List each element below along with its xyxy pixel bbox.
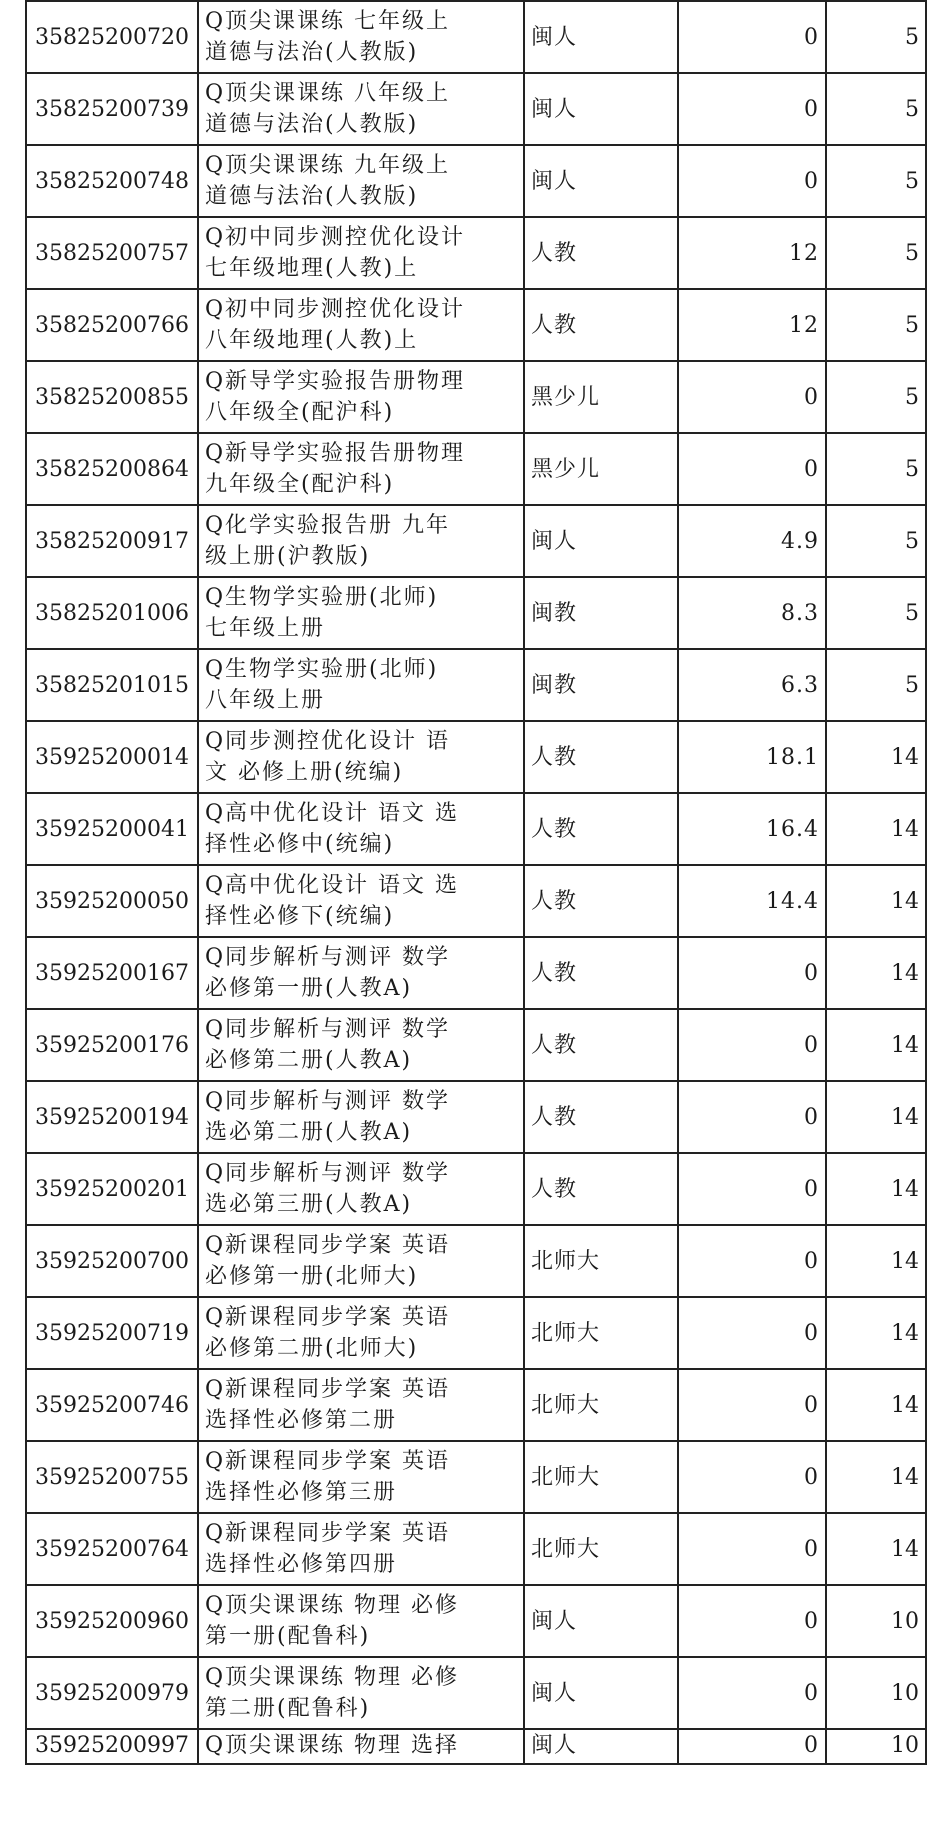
book-code-cell: 35925200050 [26, 865, 198, 937]
publisher-cell: 人教 [524, 1009, 678, 1081]
book-code-cell: 35925200167 [26, 937, 198, 1009]
price-cell: 0 [678, 1585, 826, 1657]
book-title-line: Q化学实验报告册 九年 [205, 513, 451, 538]
book-title-cell [198, 1, 524, 73]
book-title-line: Q高中优化设计 语文 选 [205, 801, 460, 826]
book-title-line: Q新导学实验报告册物理 [205, 369, 466, 394]
book-code-cell: 35825201006 [26, 577, 198, 649]
price-cell: 12 [678, 289, 826, 361]
publisher-cell: 闽人 [524, 1, 678, 73]
book-title-line: Q新课程同步学案 英语 [205, 1305, 451, 1330]
book-title-cell [198, 1729, 524, 1764]
book-title-line: 第二册(配鲁科) [205, 1696, 371, 1721]
book-code-cell: 35925200176 [26, 1009, 198, 1081]
table-body [26, 1, 926, 1764]
publisher-cell: 闽教 [524, 649, 678, 721]
book-title-line: 必修第一册(人教A) [205, 976, 413, 1001]
book-title-line: 七年级地理(人教)上 [205, 256, 419, 281]
quantity-cell: 14 [826, 1009, 926, 1081]
publisher-cell: 人教 [524, 937, 678, 1009]
book-title-cell [198, 1153, 524, 1225]
book-title-line: 道德与法治(人教版) [205, 112, 419, 137]
book-title-cell [198, 1297, 524, 1369]
price-cell: 0 [678, 1009, 826, 1081]
quantity-cell: 14 [826, 1225, 926, 1297]
table-row [26, 73, 926, 145]
book-title-cell [198, 217, 524, 289]
price-cell: 6.3 [678, 649, 826, 721]
price-cell: 0 [678, 1657, 826, 1729]
publisher-cell: 闽人 [524, 145, 678, 217]
table-row [26, 1297, 926, 1369]
book-title-line: Q生物学实验册(北师) [205, 585, 439, 610]
table-row [26, 1225, 926, 1297]
book-code-cell: 35825200757 [26, 217, 198, 289]
publisher-cell: 人教 [524, 1153, 678, 1225]
quantity-cell: 14 [826, 1297, 926, 1369]
table-row [26, 1729, 926, 1764]
book-title-line: Q新课程同步学案 英语 [205, 1521, 451, 1546]
publisher-cell: 人教 [524, 793, 678, 865]
book-code-cell: 35825200748 [26, 145, 198, 217]
book-title-line: Q同步解析与测评 数学 [205, 1017, 451, 1042]
publisher-cell: 黑少儿 [524, 361, 678, 433]
book-title-line: Q顶尖课课练 物理 必修 [205, 1665, 460, 1690]
price-cell: 0 [678, 1297, 826, 1369]
book-code-cell: 35925200746 [26, 1369, 198, 1441]
price-cell: 18.1 [678, 721, 826, 793]
book-title-line: 必修第二册(人教A) [205, 1048, 413, 1073]
book-title-cell [198, 433, 524, 505]
book-code-cell: 35925200764 [26, 1513, 198, 1585]
book-title-cell [198, 361, 524, 433]
book-title-line: 必修第二册(北师大) [205, 1336, 419, 1361]
book-title-line: 七年级上册 [205, 616, 326, 641]
book-title-line: Q初中同步测控优化设计 [205, 225, 466, 250]
table-row [26, 1009, 926, 1081]
price-cell: 0 [678, 937, 826, 1009]
book-code-cell: 35825200855 [26, 361, 198, 433]
table-row [26, 577, 926, 649]
book-title-cell [198, 1441, 524, 1513]
price-cell: 0 [678, 1513, 826, 1585]
table-row [26, 145, 926, 217]
quantity-cell: 5 [826, 73, 926, 145]
price-cell: 0 [678, 1153, 826, 1225]
publisher-cell: 人教 [524, 721, 678, 793]
book-code-cell: 35925200201 [26, 1153, 198, 1225]
book-title-line: Q同步解析与测评 数学 [205, 1161, 451, 1186]
table-row [26, 865, 926, 937]
book-title-line: 道德与法治(人教版) [205, 40, 419, 65]
book-title-line: 选择性必修第二册 [205, 1408, 398, 1433]
book-title-line: Q顶尖课课练 物理 必修 [205, 1593, 460, 1618]
table-row [26, 1657, 926, 1729]
table-row [26, 1585, 926, 1657]
quantity-cell: 14 [826, 1153, 926, 1225]
table-row [26, 289, 926, 361]
price-cell: 0 [678, 1, 826, 73]
quantity-cell: 14 [826, 721, 926, 793]
price-cell: 0 [678, 1441, 826, 1513]
book-code-cell: 35825200864 [26, 433, 198, 505]
quantity-cell: 5 [826, 1, 926, 73]
publisher-cell: 闽人 [524, 73, 678, 145]
book-title-line: 择性必修中(统编) [205, 832, 395, 857]
quantity-cell: 5 [826, 217, 926, 289]
book-code-cell: 35825200917 [26, 505, 198, 577]
book-title-cell [198, 721, 524, 793]
book-title-line: 第一册(配鲁科) [205, 1624, 371, 1649]
book-title-line: Q新课程同步学案 英语 [205, 1377, 451, 1402]
book-title-cell [198, 1369, 524, 1441]
publisher-cell: 北师大 [524, 1441, 678, 1513]
book-title-line: Q新导学实验报告册物理 [205, 441, 466, 466]
quantity-cell: 10 [826, 1729, 926, 1764]
publisher-cell: 人教 [524, 217, 678, 289]
book-code-cell: 35825200739 [26, 73, 198, 145]
publisher-cell: 人教 [524, 1081, 678, 1153]
book-code-cell: 35925200997 [26, 1729, 198, 1764]
book-title-line: 八年级全(配沪科) [205, 400, 395, 425]
publisher-cell: 黑少儿 [524, 433, 678, 505]
publisher-cell: 闽人 [524, 1729, 678, 1764]
book-code-cell: 35925200979 [26, 1657, 198, 1729]
book-title-line: Q生物学实验册(北师) [205, 657, 439, 682]
book-title-line: Q顶尖课课练 八年级上 [205, 81, 451, 106]
quantity-cell: 14 [826, 937, 926, 1009]
price-cell: 0 [678, 1729, 826, 1764]
book-code-cell: 35925200755 [26, 1441, 198, 1513]
quantity-cell: 14 [826, 1081, 926, 1153]
book-title-line: Q同步测控优化设计 语 [205, 729, 451, 754]
quantity-cell: 14 [826, 1513, 926, 1585]
book-title-line: 九年级全(配沪科) [205, 472, 395, 497]
publisher-cell: 闽人 [524, 505, 678, 577]
book-list-table [25, 0, 927, 1765]
book-title-line: Q顶尖课课练 九年级上 [205, 153, 451, 178]
quantity-cell: 5 [826, 361, 926, 433]
book-code-cell: 35925200041 [26, 793, 198, 865]
table-row [26, 793, 926, 865]
quantity-cell: 5 [826, 433, 926, 505]
table-row [26, 217, 926, 289]
book-title-line: 级上册(沪教版) [205, 544, 371, 569]
table-row [26, 1441, 926, 1513]
quantity-cell: 5 [826, 289, 926, 361]
publisher-cell: 闽人 [524, 1657, 678, 1729]
book-title-cell [198, 505, 524, 577]
price-cell: 0 [678, 1225, 826, 1297]
table-row [26, 1513, 926, 1585]
quantity-cell: 14 [826, 793, 926, 865]
price-cell: 0 [678, 1081, 826, 1153]
book-title-line: Q同步解析与测评 数学 [205, 945, 451, 970]
quantity-cell: 14 [826, 1369, 926, 1441]
book-title-line: Q初中同步测控优化设计 [205, 297, 466, 322]
book-code-cell: 35825201015 [26, 649, 198, 721]
price-cell: 0 [678, 73, 826, 145]
price-cell: 12 [678, 217, 826, 289]
quantity-cell: 10 [826, 1585, 926, 1657]
book-code-cell: 35925200014 [26, 721, 198, 793]
book-title-cell [198, 1657, 524, 1729]
book-title-line: Q新课程同步学案 英语 [205, 1233, 451, 1258]
price-cell: 4.9 [678, 505, 826, 577]
quantity-cell: 5 [826, 505, 926, 577]
book-code-cell: 35925200719 [26, 1297, 198, 1369]
table-row [26, 505, 926, 577]
book-title-cell [198, 1225, 524, 1297]
publisher-cell: 北师大 [524, 1225, 678, 1297]
book-code-cell: 35925200194 [26, 1081, 198, 1153]
book-code-cell: 35925200960 [26, 1585, 198, 1657]
book-title-cell [198, 793, 524, 865]
quantity-cell: 10 [826, 1657, 926, 1729]
table-row [26, 361, 926, 433]
book-title-line: Q顶尖课课练 七年级上 [205, 9, 451, 34]
book-code-cell: 35925200700 [26, 1225, 198, 1297]
publisher-cell: 闽教 [524, 577, 678, 649]
table-row [26, 1081, 926, 1153]
book-code-cell: 35825200720 [26, 1, 198, 73]
quantity-cell: 14 [826, 1441, 926, 1513]
table-row [26, 1, 926, 73]
book-title-cell [198, 73, 524, 145]
book-title-cell [198, 1009, 524, 1081]
table-row [26, 721, 926, 793]
book-title-line: Q同步解析与测评 数学 [205, 1089, 451, 1114]
publisher-cell: 北师大 [524, 1513, 678, 1585]
table-row [26, 649, 926, 721]
book-title-line: 选择性必修第三册 [205, 1480, 398, 1505]
table-row [26, 1153, 926, 1225]
book-title-line: 文 必修上册(统编) [205, 760, 404, 785]
table-row [26, 1369, 926, 1441]
book-title-line: 择性必修下(统编) [205, 904, 395, 929]
book-title-cell [198, 289, 524, 361]
price-cell: 0 [678, 433, 826, 505]
book-title-line: 选必第三册(人教A) [205, 1192, 413, 1217]
price-cell: 0 [678, 361, 826, 433]
book-title-line: 八年级地理(人教)上 [205, 328, 419, 353]
book-title-cell [198, 1081, 524, 1153]
book-title-line: Q高中优化设计 语文 选 [205, 873, 460, 898]
publisher-cell: 北师大 [524, 1297, 678, 1369]
book-title-line: 选择性必修第四册 [205, 1552, 398, 1577]
book-title-line: 选必第二册(人教A) [205, 1120, 413, 1145]
table-row [26, 937, 926, 1009]
book-title-line: 道德与法治(人教版) [205, 184, 419, 209]
book-title-line: Q新课程同步学案 英语 [205, 1449, 451, 1474]
table-row [26, 433, 926, 505]
book-title-line: Q顶尖课课练 物理 选择 [205, 1733, 460, 1758]
book-title-cell [198, 1513, 524, 1585]
price-cell: 14.4 [678, 865, 826, 937]
book-title-cell [198, 865, 524, 937]
book-title-cell [198, 937, 524, 1009]
publisher-cell: 人教 [524, 865, 678, 937]
quantity-cell: 5 [826, 145, 926, 217]
book-title-line: 必修第一册(北师大) [205, 1264, 419, 1289]
publisher-cell: 北师大 [524, 1369, 678, 1441]
book-title-cell [198, 577, 524, 649]
book-title-cell [198, 1585, 524, 1657]
book-title-line: 八年级上册 [205, 688, 326, 713]
book-code-cell: 35825200766 [26, 289, 198, 361]
publisher-cell: 闽人 [524, 1585, 678, 1657]
quantity-cell: 5 [826, 577, 926, 649]
book-title-cell [198, 145, 524, 217]
publisher-cell: 人教 [524, 289, 678, 361]
quantity-cell: 5 [826, 649, 926, 721]
price-cell: 16.4 [678, 793, 826, 865]
book-title-cell [198, 649, 524, 721]
price-cell: 0 [678, 1369, 826, 1441]
quantity-cell: 14 [826, 865, 926, 937]
price-cell: 8.3 [678, 577, 826, 649]
price-cell: 0 [678, 145, 826, 217]
